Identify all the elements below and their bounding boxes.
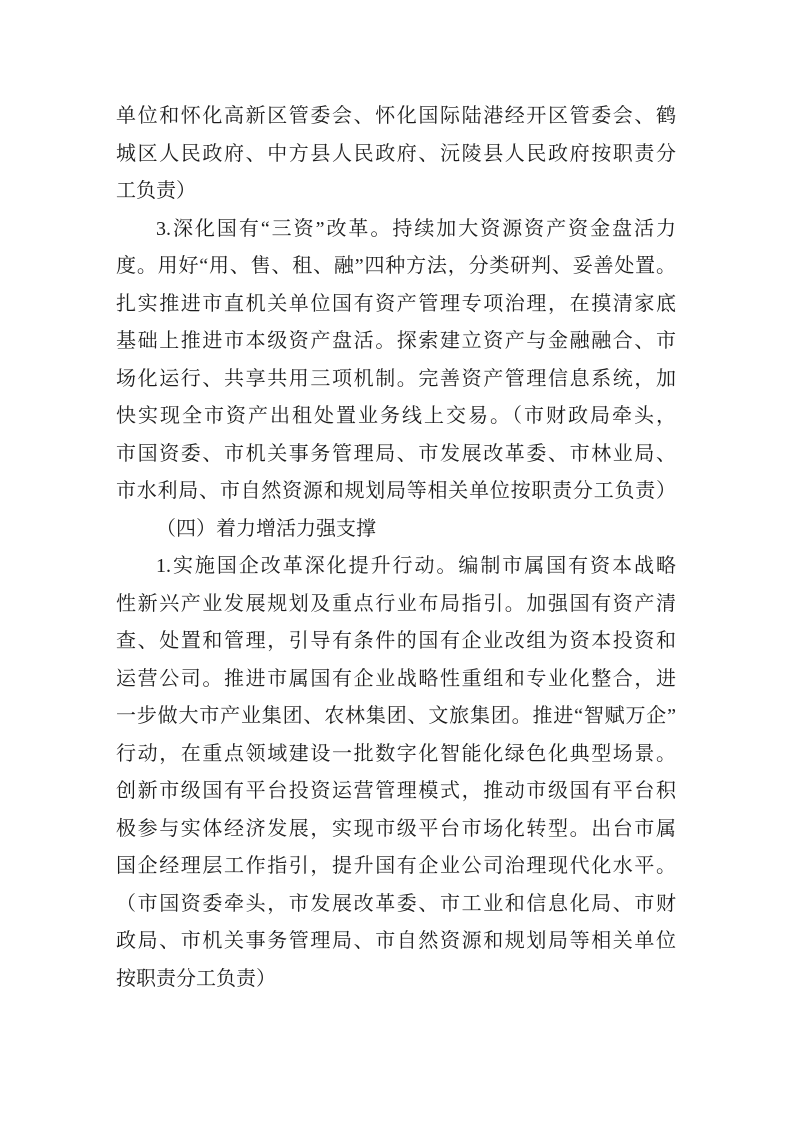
- section-heading-4: [116, 511, 676, 549]
- text-line: 市国资委、市机关事务管理局、市发展改革委、市林业局、: [116, 442, 676, 465]
- text-line: 极参与实体经济发展，实现市级平台市场化转型。出台市属: [116, 817, 676, 840]
- text-line: 工负责）: [116, 180, 196, 202]
- text-line: 按职责分工负责）: [116, 967, 276, 990]
- text-line: 性新兴产业发展规划及重点行业布局指引。加强国有资产清: [116, 592, 676, 615]
- text-line: 国企经理层工作指引，提升国有企业公司治理现代化水平。: [116, 855, 676, 877]
- text-line: 3.深化国有“三资”改革。持续加大资源资产资金盘活力: [156, 217, 676, 240]
- text-line: （市国资委牵头，市发展改革委、市工业和信息化局、市财: [116, 892, 676, 915]
- text-line: 查、处置和管理，引导有条件的国有企业改组为资本投资和: [116, 630, 676, 652]
- text-line: 基础上推进市本级资产盘活。探索建立资产与金融融合、市: [116, 330, 676, 352]
- text-line: 创新市级国有平台投资运营管理模式，推动市级国有平台积: [116, 780, 676, 802]
- text-line: 运营公司。推进市属国有企业战略性重组和专业化整合，进: [116, 667, 676, 690]
- section-heading-text: （四）着力增活力强支撑: [156, 517, 376, 540]
- text-line: 扎实推进市直机关单位国有资产管理专项治理，在摸清家底: [116, 292, 676, 315]
- text-line: 一步做大市产业集团、农林集团、文旅集团。推进“智赋万企”: [116, 705, 676, 727]
- paragraph-item-3: [116, 211, 676, 511]
- text-line: 市水利局、市自然资源和规划局等相关单位按职责分工负责）: [116, 480, 676, 502]
- text-line: 场化运行、共享共用三项机制。完善资产管理信息系统，加: [116, 367, 676, 390]
- text-line: 行动，在重点领域建设一批数字化智能化绿色化典型场景。: [116, 742, 676, 765]
- text-line: 单位和怀化高新区管委会、怀化国际陆港经开区管委会、鹤: [116, 105, 676, 127]
- text-line: 城区人民政府、中方县人民政府、沅陵县人民政府按职责分: [116, 142, 676, 165]
- paragraph-item-1: [116, 548, 676, 998]
- text-line: 1.实施国企改革深化提升行动。编制市属国有资本战略: [156, 555, 676, 577]
- text-line: 快实现全市资产出租处置业务线上交易。（市财政局牵头，: [116, 405, 676, 427]
- text-line: 度。用好“用、售、租、融”四种方法，分类研判、妥善处置。: [116, 255, 676, 277]
- paragraph-continuation: [116, 98, 676, 211]
- text-line: 政局、市机关事务管理局、市自然资源和规划局等相关单位: [116, 930, 676, 952]
